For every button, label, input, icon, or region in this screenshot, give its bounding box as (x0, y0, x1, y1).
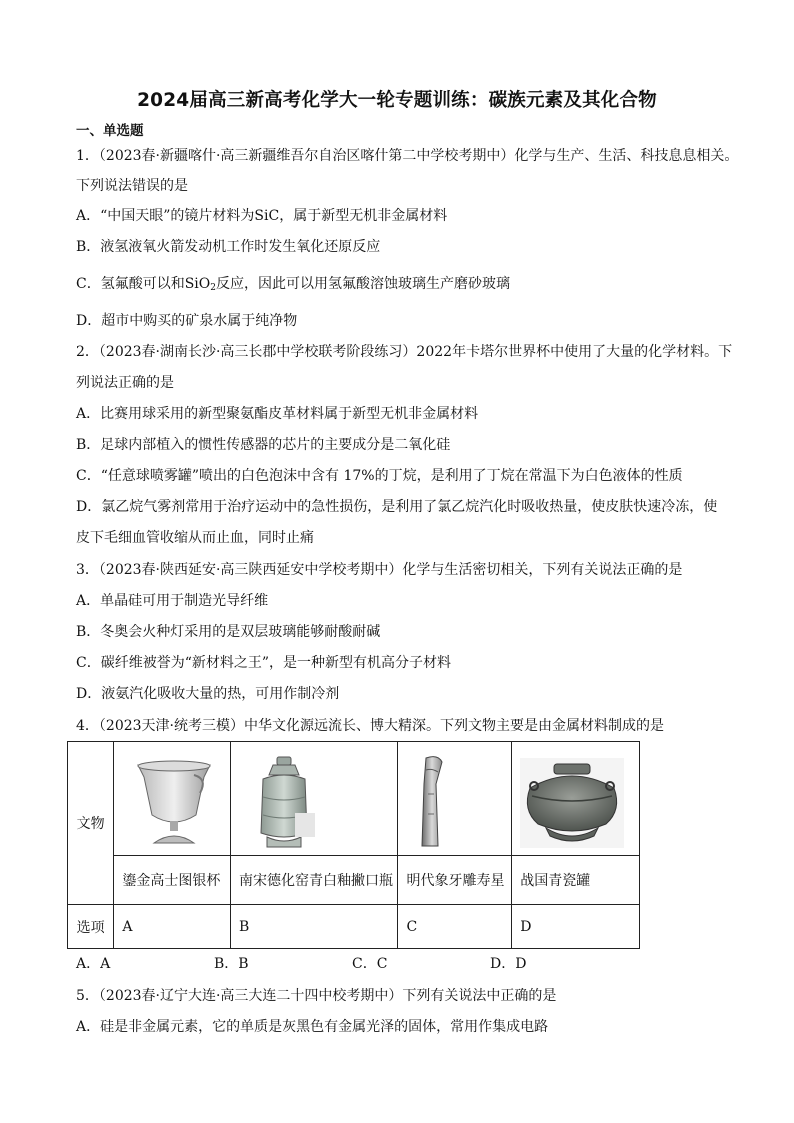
silver-cup-icon (134, 757, 214, 849)
q2-stem-line1: 2．（2023春·湖南长沙·高三长郡中学校联考阶段练习）2022年卡塔尔世界杯中使用了大量的化学材料。下 (76, 344, 733, 360)
relic-row-label: 文物 (68, 742, 114, 905)
q2-option-d-line1: D．氯乙烷气雾剂常用于治疗运动中的急性损伤，是利用了氯乙烷汽化时吸收热量，使皮肤快速冷冻，使 (76, 499, 718, 515)
q1-stem-line1: 1．（2023春·新疆喀什·高三新疆维吾尔自治区喀什第二中学校考期中）化学与生产、生活、科技息息相关。 (76, 148, 739, 164)
q1-option-a: A．“中国天眼”的镜片材料为SiC，属于新型无机非金属材料 (76, 208, 448, 224)
relic-name-c: 明代象牙雕寿星 (398, 856, 512, 905)
q2-option-b: B．足球内部植入的惯性传感器的芯片的主要成分是二氧化硅 (76, 437, 451, 453)
relic-option-a: A (114, 905, 231, 949)
q4-answer-d: D．D (490, 956, 527, 972)
relic-option-d: D (512, 905, 640, 949)
q1-option-c-post: 反应，因此可以用氢氟酸溶蚀玻璃生产磨砂玻璃 (216, 276, 510, 292)
q1-option-d: D．超市中购买的矿泉水属于纯净物 (76, 313, 298, 329)
q1-option-c-pre: C．氢氟酸可以和SiO (76, 276, 211, 292)
q1-option-c-sub: 2 (210, 283, 216, 293)
q2-option-a: A．比赛用球采用的新型聚氨酯皮革材料属于新型无机非金属材料 (76, 406, 479, 422)
celadon-jar-icon (520, 758, 624, 848)
q3-option-c: C．碳纤维被誉为“新材料之王”，是一种新型有机高分子材料 (76, 655, 452, 671)
relic-name-a: 鎏金高士图银杯 (114, 856, 231, 905)
option-row-label: 选项 (68, 905, 114, 949)
q4-answer-b: B．B (214, 956, 249, 972)
porcelain-vase-icon (249, 753, 319, 851)
q3-stem: 3．（2023春·陕西延安·高三陕西延安中学校考期中）化学与生活密切相关，下列有关说法正确的是 (76, 562, 683, 578)
q1-option-c (76, 275, 510, 297)
relic-name-b: 南宋德化窑青白釉撇口瓶 (231, 856, 398, 905)
q3-option-b: B．冬奥会火种灯采用的是双层玻璃能够耐酸耐碱 (76, 624, 381, 640)
ivory-carving-icon (412, 754, 452, 850)
relic-option-c: C (398, 905, 512, 949)
page-title: 2024届高三新高考化学大一轮专题训练：碳族元素及其化合物 (137, 90, 657, 111)
relics-table (67, 741, 640, 949)
q1-option-b: B．液氢液氧火箭发动机工作时发生氧化还原反应 (76, 239, 381, 255)
q3-option-a: A．单晶硅可用于制造光导纤维 (76, 593, 269, 609)
q2-option-c: C．“任意球喷雾罐”喷出的白色泡沫中含有 17%的丁烷，是利用了丁烷在常温下为白色液体的性质 (76, 468, 683, 484)
q1-stem-line2: 下列说法错误的是 (76, 178, 188, 194)
relic-image-cell-b (231, 742, 398, 856)
q4-answer-a: A．A (76, 956, 111, 972)
q2-stem-line2: 列说法正确的是 (76, 375, 174, 391)
q5-stem: 5．（2023春·辽宁大连·高三大连二十四中校考期中）下列有关说法中正确的是 (76, 988, 557, 1004)
q2-option-d-line2: 皮下毛细血管收缩从而止血，同时止痛 (76, 530, 314, 546)
q4-stem: 4．（2023天津·统考三模）中华文化源远流长、博大精深。下列文物主要是由金属材料制成的是 (76, 718, 664, 734)
q4-answer-c: C．C (352, 956, 388, 972)
relic-image-cell-c (398, 742, 512, 856)
relic-image-cell-a (114, 742, 231, 856)
relic-image-cell-d (512, 742, 640, 856)
section-heading: 一、单选题 (76, 123, 144, 139)
q5-option-a: A．硅是非金属元素，它的单质是灰黑色有金属光泽的固体，常用作集成电路 (76, 1019, 549, 1035)
relic-name-d: 战国青瓷罐 (512, 856, 640, 905)
q3-option-d: D．液氨汽化吸收大量的热，可用作制冷剂 (76, 686, 340, 702)
relic-option-b: B (231, 905, 398, 949)
